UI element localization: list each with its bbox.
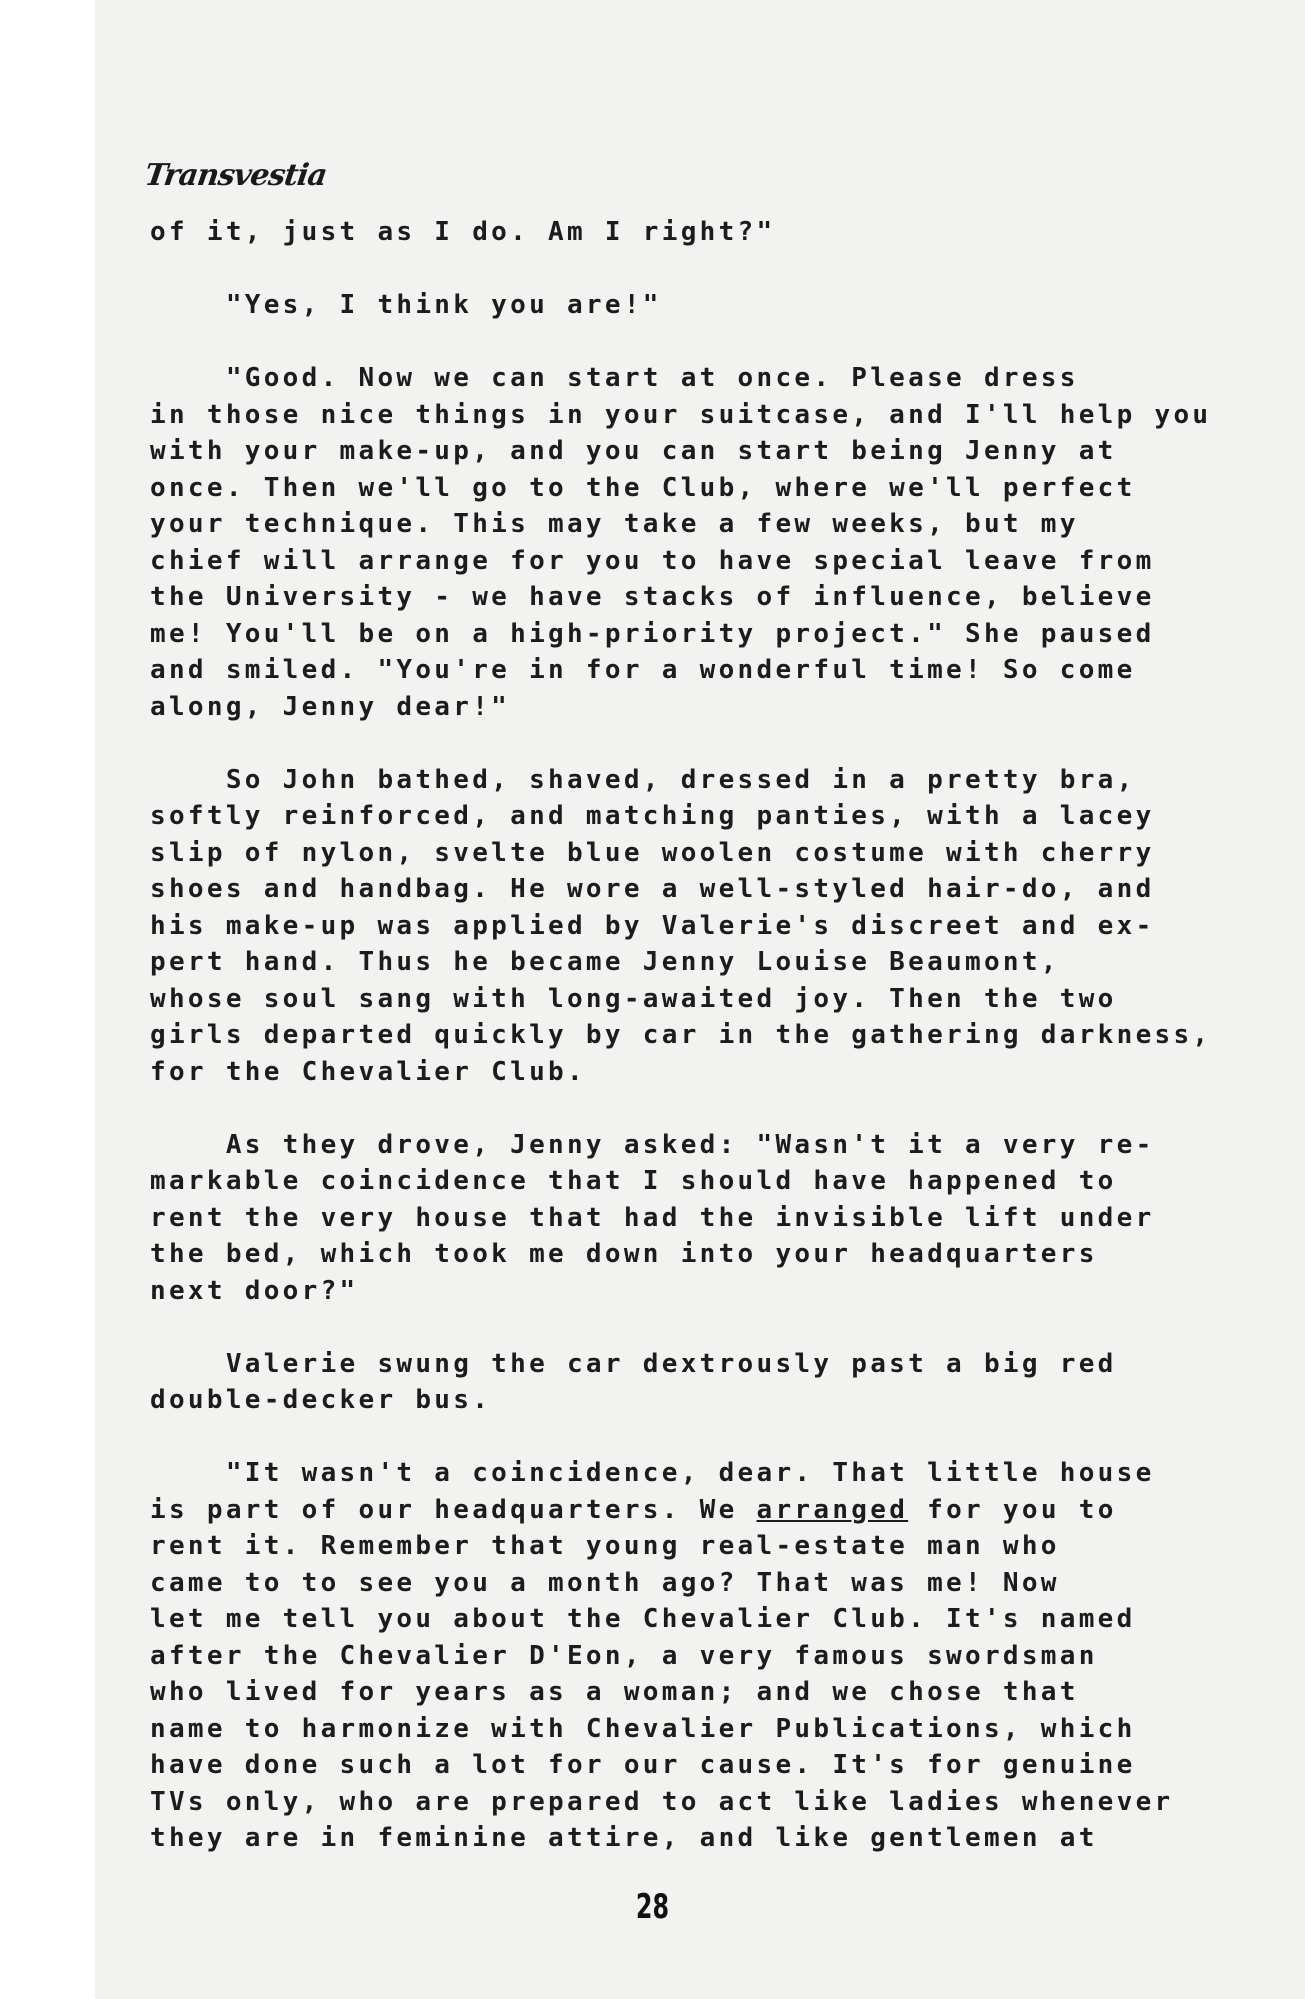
magazine-logo: Transvestia: [142, 158, 329, 193]
text-line: let me tell you about the Chevalier Club. It's named: [150, 1604, 1136, 1634]
text-line: "Good. Now we can start at once. Please dress: [150, 363, 1079, 393]
text-line: softly reinforced, and matching panties, with a lacey: [150, 801, 1155, 831]
text-line: girls departed quickly by car in the gathering darkness,: [150, 1020, 1212, 1050]
paragraph: [150, 214, 1170, 251]
paragraph: [150, 1127, 1170, 1310]
text-line: As they drove, Jenny asked: "Wasn't it a very re-: [150, 1129, 1155, 1160]
text-line: his make-up was applied by Valerie's discreet and ex-: [150, 910, 1155, 941]
text-line: "Yes, I think you are!": [150, 290, 662, 320]
text-line: rent it. Remember that young real-estate man who: [150, 1531, 1060, 1561]
paragraph: [150, 360, 1212, 725]
text-line: your technique. This may take a few weeks, but my: [150, 509, 1079, 539]
paragraph: [150, 1346, 1170, 1419]
paragraph: [150, 1455, 1174, 1857]
text-line: once. Then we'll go to the Club, where we'll perfect: [150, 472, 1136, 503]
text-line: shoes and handbag. He wore a well-styled hair-do, and: [150, 874, 1155, 904]
text-line: whose soul sang with long-awaited joy. Then the two: [150, 983, 1117, 1014]
text-line: Valerie swung the car dextrously past a big red: [150, 1348, 1117, 1379]
text-line: is part of our headquarters. We arranged for you to: [150, 1494, 1117, 1525]
emphasized-word: arranged: [756, 1494, 909, 1525]
story-text: [150, 214, 1212, 1893]
text-line: they are in feminine attire, and like gentlemen at: [150, 1823, 1098, 1853]
text-line: chief will arrange for you to have special leave from: [150, 545, 1155, 576]
text-line: So John bathed, shaved, dressed in a pretty bra,: [150, 764, 1136, 795]
text-line: came to to see you a month ago? That was me! Now: [150, 1567, 1060, 1598]
text-line: "It wasn't a coincidence, dear. That little house: [150, 1458, 1155, 1488]
scan-margin: [0, 0, 95, 1999]
text-line: double-decker bus.: [150, 1385, 492, 1415]
text-line: pert hand. Thus he became Jenny Louise Beaumont,: [150, 947, 1060, 977]
text-line: the bed, which took me down into your headquarters: [150, 1239, 1098, 1269]
text-line: TVs only, who are prepared to act like ladies whenever: [150, 1786, 1174, 1817]
text-line: me! You'll be on a high-priority project." She paused: [150, 618, 1155, 649]
text-line: after the Chevalier D'Eon, a very famous swordsman: [150, 1640, 1098, 1671]
text-line: name to harmonize with Chevalier Publications, which: [150, 1713, 1136, 1744]
text-line: who lived for years as a woman; and we chose that: [150, 1677, 1079, 1707]
text-line: next door?": [150, 1275, 359, 1306]
page-number: 28: [635, 1887, 670, 1927]
text-line: markable coincidence that I should have happened to: [150, 1166, 1117, 1196]
paragraph: [150, 287, 1170, 324]
text-line: of it, just as I do. Am I right?": [150, 217, 776, 247]
text-line: along, Jenny dear!": [150, 691, 511, 722]
text-line: for the Chevalier Club.: [150, 1056, 586, 1087]
text-line: the University - we have stacks of influence, believe: [150, 582, 1155, 612]
text-line: in those nice things in your suitcase, and I'll help you: [150, 399, 1212, 430]
text-line: and smiled. "You're in for a wonderful time! So come: [150, 655, 1136, 685]
text-line: with your make-up, and you can start being Jenny at: [150, 436, 1117, 466]
paragraph: [150, 762, 1212, 1091]
text-line: rent the very house that had the invisible lift under: [150, 1202, 1155, 1233]
text-line: slip of nylon, svelte blue woolen costume with cherry: [150, 837, 1155, 868]
text-line: have done such a lot for our cause. It's for genuine: [150, 1750, 1136, 1780]
